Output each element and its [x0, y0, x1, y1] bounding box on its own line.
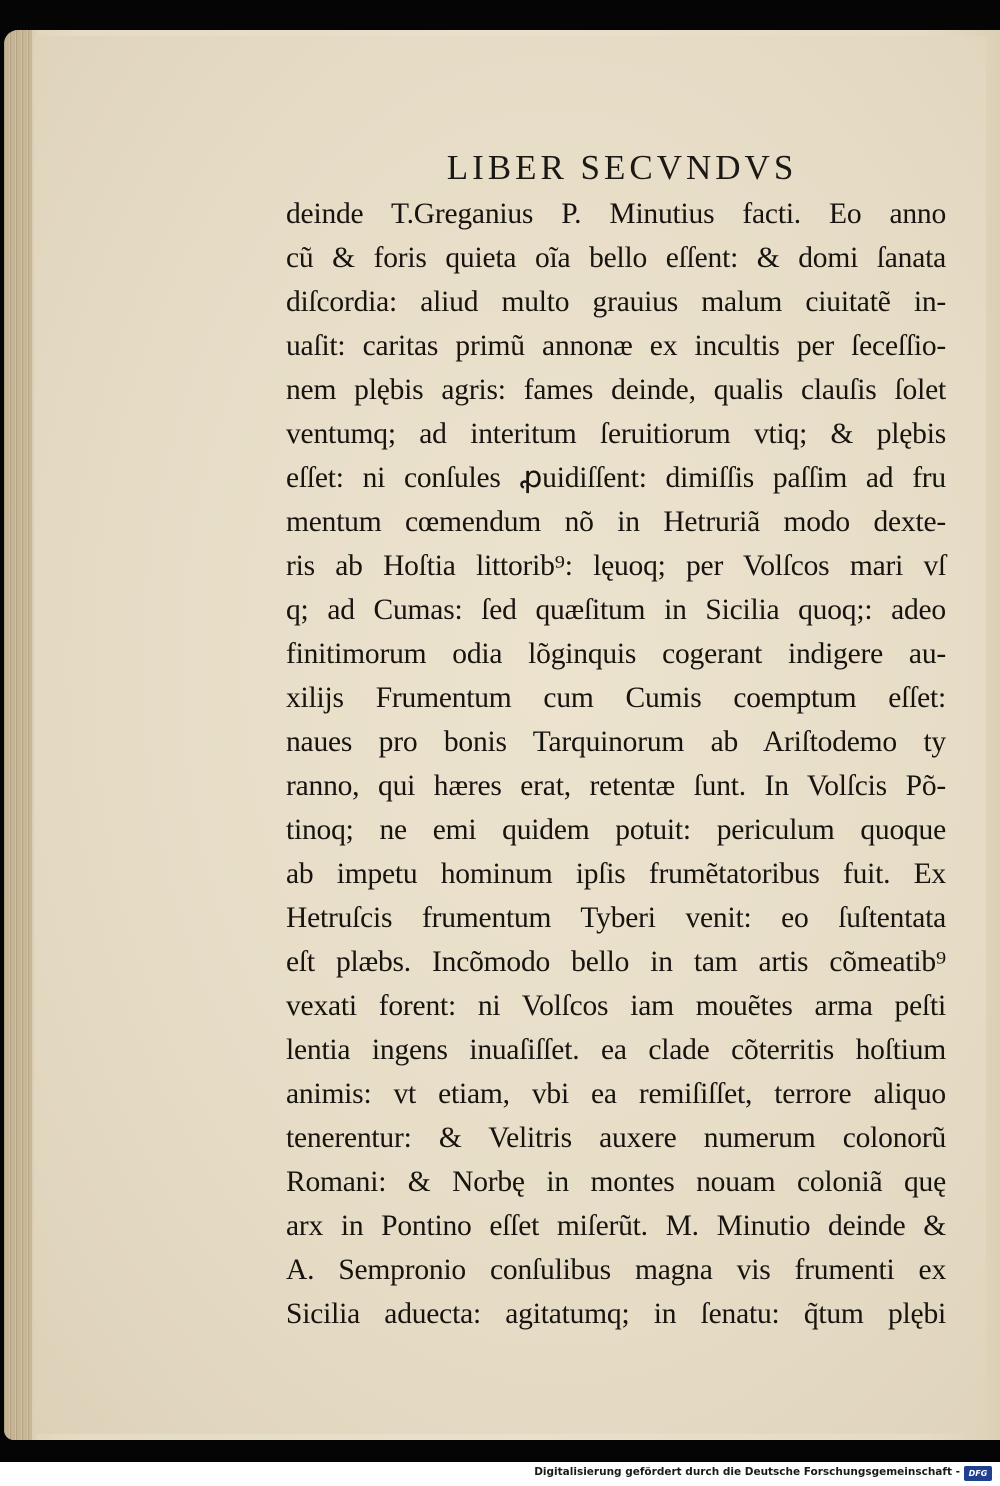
- text-line: finitimorum odia lõginquis cogerant indigere au-: [286, 638, 946, 670]
- text-line: mentum cœmendum nõ in Hetruriã modo dexte-: [286, 506, 946, 538]
- text-line: vexati forent: ni Volſcos iam mouẽtes arma peſti: [286, 990, 946, 1022]
- running-head: LIBER SECVNDVS: [446, 148, 798, 187]
- text-line: eſt plæbs. Incõmodo bello in tam artis cõmeatib⁹: [286, 946, 946, 978]
- dfg-logo-text: DFG: [968, 1469, 988, 1478]
- book-page: [34, 36, 986, 1434]
- text-line: ventumq; ad interitum ſeruitiorum vtiq; & plębis: [286, 418, 946, 450]
- text-line: Romani: & Norbę in montes nouam coloniã quę: [286, 1166, 946, 1198]
- text-block: [286, 192, 946, 1336]
- text-line: naues pro bonis Tarquinorum ab Ariſtodemo ty: [286, 726, 946, 758]
- text-line: q; ad Cumas: ſed quæſitum in Sicilia quoq;: adeo: [286, 594, 946, 626]
- page-edges: [4, 30, 32, 1440]
- text-line: ab impetu hominum ipſis frumẽtatoribus fuit. Ex: [286, 858, 946, 890]
- text-line: lentia ingens inuaſiſſet. ea clade cõterritis hoſtium: [286, 1034, 946, 1066]
- text-line: ris ab Hoſtia littorib⁹: lęuoq; per Volſcos mari vſ: [286, 550, 946, 582]
- text-line: tinoq; ne emi quidem potuit: periculum quoque: [286, 814, 946, 846]
- text-line: diſcordia: aliud multo grauius malum ciuitatẽ in-: [286, 286, 946, 318]
- text-line: A. Sempronio conſulibus magna vis frumenti ex: [286, 1254, 946, 1286]
- dfg-logo-icon: [964, 1466, 992, 1481]
- text-line: xilijs Frumentum cum Cumis coemptum eſſet:: [286, 682, 946, 714]
- text-line: arx in Pontino eſſet miſerũt. M. Minutio deinde &: [286, 1210, 946, 1242]
- text-line: ranno, qui hæres erat, retentæ ſunt. In Volſcis Põ-: [286, 770, 946, 802]
- text-line: animis: vt etiam, vbi ea remiſiſſet, terrore aliquo: [286, 1078, 946, 1110]
- text-line: tenerentur: & Velitris auxere numerum colonorũ: [286, 1122, 946, 1154]
- footer-credit-bar: [0, 1462, 1000, 1486]
- text-line: uaſit: caritas primũ annonæ ex incultis per ſeceſſio-: [286, 330, 946, 362]
- digitization-credit: Digitalisierung gefördert durch die Deutsche Forschungsgemeinschaft -: [534, 1466, 960, 1478]
- text-line: Sicilia aduecta: agitatumq; in ſenatu: q̃tum plębi: [286, 1298, 946, 1330]
- text-line: Hetruſcis frumentum Tyberi venit: eo ſuſtentata: [286, 902, 946, 934]
- text-line: deinde T.Greganius P. Minutius facti. Eo anno: [286, 198, 946, 230]
- text-line: cũ & foris quieta oĩa bello eſſent: & domi ſanata: [286, 242, 946, 274]
- text-line: eſſet: ni conſules ꝓuidiſſent: dimiſſis paſſim ad fru: [286, 462, 946, 494]
- text-line: nem plębis agris: fames deinde, qualis clauſis ſolet: [286, 374, 946, 406]
